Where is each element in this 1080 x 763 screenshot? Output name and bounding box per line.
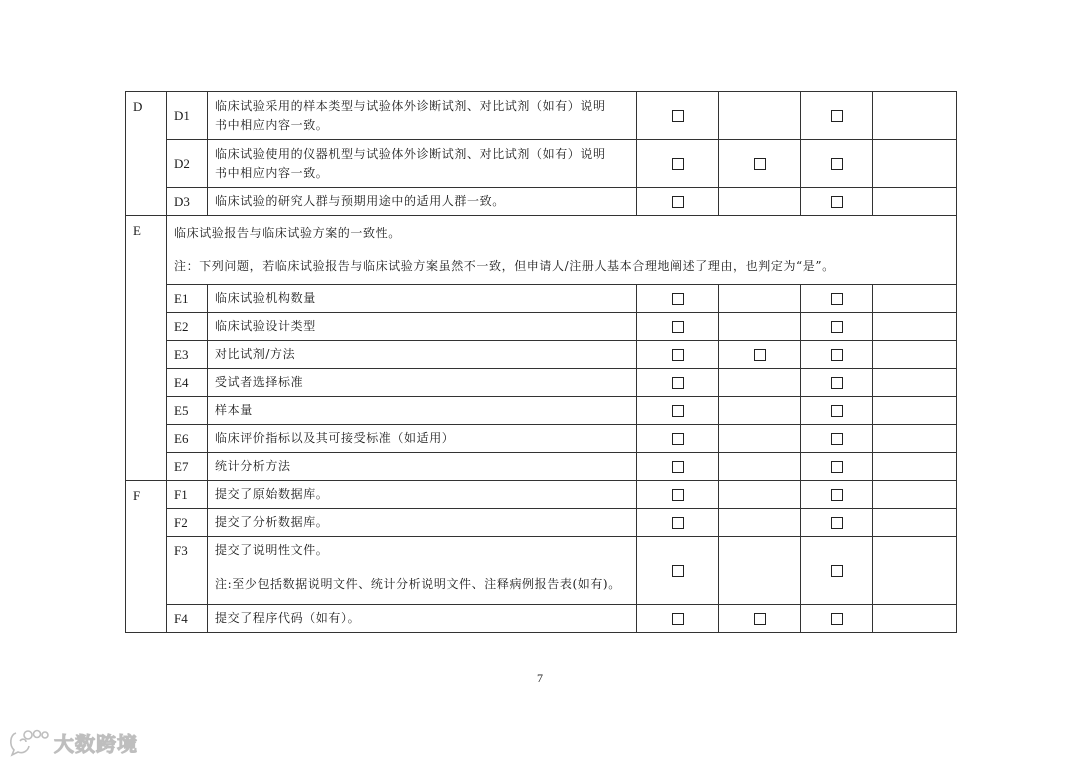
checkbox[interactable] bbox=[831, 517, 843, 529]
remarks-cell bbox=[873, 537, 957, 605]
item-code: F4 bbox=[167, 605, 208, 633]
item-description bbox=[208, 537, 637, 605]
na-cell bbox=[801, 537, 873, 605]
checkbox[interactable] bbox=[831, 489, 843, 501]
item-description: 临床试验设计类型 bbox=[208, 313, 637, 341]
checkbox[interactable] bbox=[672, 349, 684, 361]
yes-cell bbox=[637, 92, 719, 140]
remarks-cell bbox=[873, 605, 957, 633]
item-code: D3 bbox=[167, 188, 208, 216]
na-cell bbox=[801, 188, 873, 216]
item-code: E4 bbox=[167, 369, 208, 397]
checkbox[interactable] bbox=[831, 321, 843, 333]
item-description: 统计分析方法 bbox=[208, 453, 637, 481]
item-text-line: 临床试验采用的样本类型与试验体外诊断试剂、对比试剂（如有）说明 bbox=[215, 98, 606, 113]
review-checklist-table bbox=[125, 91, 957, 633]
section-label-e: E bbox=[126, 216, 167, 481]
checkbox[interactable] bbox=[672, 293, 684, 305]
checkbox[interactable] bbox=[672, 517, 684, 529]
table-row bbox=[126, 369, 957, 397]
no-cell bbox=[719, 140, 801, 188]
no-cell bbox=[719, 605, 801, 633]
na-cell bbox=[801, 369, 873, 397]
no-cell bbox=[719, 453, 801, 481]
remarks-cell bbox=[873, 509, 957, 537]
table-row bbox=[126, 425, 957, 453]
section-heading-text: 临床试验报告与临床试验方案的一致性。 bbox=[174, 226, 401, 240]
na-cell bbox=[801, 313, 873, 341]
remarks-cell bbox=[873, 313, 957, 341]
item-code: D2 bbox=[167, 140, 208, 188]
yes-cell bbox=[637, 188, 719, 216]
checkbox[interactable] bbox=[672, 613, 684, 625]
checkbox[interactable] bbox=[672, 489, 684, 501]
item-description: 临床试验的研究人群与预期用途中的适用人群一致。 bbox=[208, 188, 637, 216]
item-description: 临床试验机构数量 bbox=[208, 285, 637, 313]
page-number: 7 bbox=[537, 671, 543, 685]
na-cell bbox=[801, 509, 873, 537]
table-row bbox=[126, 188, 957, 216]
checkbox[interactable] bbox=[672, 461, 684, 473]
item-text-line: 书中相应内容一致。 bbox=[215, 165, 329, 180]
na-cell bbox=[801, 481, 873, 509]
no-cell bbox=[719, 313, 801, 341]
na-cell bbox=[801, 92, 873, 140]
yes-cell bbox=[637, 285, 719, 313]
no-cell bbox=[719, 285, 801, 313]
no-cell bbox=[719, 397, 801, 425]
item-description bbox=[208, 92, 637, 140]
checkbox[interactable] bbox=[672, 158, 684, 170]
item-description: 提交了原始数据库。 bbox=[208, 481, 637, 509]
yes-cell bbox=[637, 537, 719, 605]
na-cell bbox=[801, 140, 873, 188]
item-description: 对比试剂/方法 bbox=[208, 341, 637, 369]
table-row bbox=[126, 341, 957, 369]
item-code: F2 bbox=[167, 509, 208, 537]
section-note: 注：下列问题，若临床试验报告与临床试验方案虽然不一致，但申请人/注册人基本合理地阐述了理由，也判定为“是”。 bbox=[174, 259, 835, 273]
checkbox[interactable] bbox=[831, 461, 843, 473]
checkbox[interactable] bbox=[754, 158, 766, 170]
checkbox[interactable] bbox=[672, 433, 684, 445]
checkbox[interactable] bbox=[672, 565, 684, 577]
speech-bubble-logo-icon bbox=[8, 727, 50, 757]
na-cell bbox=[801, 605, 873, 633]
watermark-text: 大数跨境 bbox=[54, 731, 138, 756]
item-code: F1 bbox=[167, 481, 208, 509]
item-description bbox=[208, 140, 637, 188]
checkbox[interactable] bbox=[831, 196, 843, 208]
item-description: 提交了分析数据库。 bbox=[208, 509, 637, 537]
checkbox[interactable] bbox=[754, 613, 766, 625]
yes-cell bbox=[637, 425, 719, 453]
no-cell bbox=[719, 425, 801, 453]
no-cell bbox=[719, 92, 801, 140]
remarks-cell bbox=[873, 369, 957, 397]
table-row bbox=[126, 140, 957, 188]
na-cell bbox=[801, 453, 873, 481]
checkbox[interactable] bbox=[831, 158, 843, 170]
item-description: 样本量 bbox=[208, 397, 637, 425]
checkbox[interactable] bbox=[754, 349, 766, 361]
yes-cell bbox=[637, 341, 719, 369]
table-row bbox=[126, 313, 957, 341]
checkbox[interactable] bbox=[672, 110, 684, 122]
remarks-cell bbox=[873, 481, 957, 509]
item-text-line: 书中相应内容一致。 bbox=[215, 117, 329, 132]
checkbox[interactable] bbox=[831, 565, 843, 577]
remarks-cell bbox=[873, 453, 957, 481]
section-label-f: F bbox=[126, 481, 167, 633]
no-cell bbox=[719, 509, 801, 537]
table-row bbox=[126, 605, 957, 633]
item-code: E5 bbox=[167, 397, 208, 425]
checkbox[interactable] bbox=[672, 196, 684, 208]
item-code: E2 bbox=[167, 313, 208, 341]
checkbox[interactable] bbox=[831, 110, 843, 122]
item-code: E6 bbox=[167, 425, 208, 453]
yes-cell bbox=[637, 453, 719, 481]
table-row bbox=[126, 92, 957, 140]
yes-cell bbox=[637, 481, 719, 509]
item-text-line: 提交了说明性文件。 bbox=[215, 543, 329, 557]
item-code: F3 bbox=[167, 537, 208, 605]
yes-cell bbox=[637, 369, 719, 397]
yes-cell bbox=[637, 397, 719, 425]
remarks-cell bbox=[873, 285, 957, 313]
table-row bbox=[126, 509, 957, 537]
checkbox[interactable] bbox=[831, 613, 843, 625]
no-cell bbox=[719, 341, 801, 369]
table-row bbox=[126, 397, 957, 425]
yes-cell bbox=[637, 605, 719, 633]
table-row bbox=[126, 537, 957, 605]
table-row bbox=[126, 481, 957, 509]
remarks-cell bbox=[873, 341, 957, 369]
checkbox[interactable] bbox=[672, 321, 684, 333]
yes-cell bbox=[637, 140, 719, 188]
remarks-cell bbox=[873, 397, 957, 425]
checkbox[interactable] bbox=[831, 433, 843, 445]
remarks-cell bbox=[873, 140, 957, 188]
no-cell bbox=[719, 537, 801, 605]
na-cell bbox=[801, 397, 873, 425]
item-code: D1 bbox=[167, 92, 208, 140]
na-cell bbox=[801, 341, 873, 369]
table-row bbox=[126, 453, 957, 481]
no-cell bbox=[719, 481, 801, 509]
yes-cell bbox=[637, 313, 719, 341]
no-cell bbox=[719, 188, 801, 216]
table-row bbox=[126, 216, 957, 285]
yes-cell bbox=[637, 509, 719, 537]
item-description: 受试者选择标准 bbox=[208, 369, 637, 397]
watermark bbox=[8, 726, 138, 758]
checkbox[interactable] bbox=[831, 349, 843, 361]
table-row bbox=[126, 285, 957, 313]
section-label-d: D bbox=[126, 92, 167, 216]
item-note: 注:至少包括数据说明文件、统计分析说明文件、注释病例报告表(如有)。 bbox=[215, 577, 621, 591]
checkbox[interactable] bbox=[831, 293, 843, 305]
checkbox[interactable] bbox=[831, 405, 843, 417]
no-cell bbox=[719, 369, 801, 397]
item-text-line: 临床试验使用的仪器机型与试验体外诊断试剂、对比试剂（如有）说明 bbox=[215, 146, 606, 161]
na-cell bbox=[801, 285, 873, 313]
remarks-cell bbox=[873, 92, 957, 140]
checkbox[interactable] bbox=[672, 405, 684, 417]
remarks-cell bbox=[873, 425, 957, 453]
checkbox[interactable] bbox=[831, 377, 843, 389]
item-code: E7 bbox=[167, 453, 208, 481]
remarks-cell bbox=[873, 188, 957, 216]
na-cell bbox=[801, 425, 873, 453]
item-description: 提交了程序代码（如有）。 bbox=[208, 605, 637, 633]
checkbox[interactable] bbox=[672, 377, 684, 389]
item-description: 临床评价指标以及其可接受标准（如适用） bbox=[208, 425, 637, 453]
item-code: E1 bbox=[167, 285, 208, 313]
section-heading bbox=[167, 216, 957, 285]
item-code: E3 bbox=[167, 341, 208, 369]
